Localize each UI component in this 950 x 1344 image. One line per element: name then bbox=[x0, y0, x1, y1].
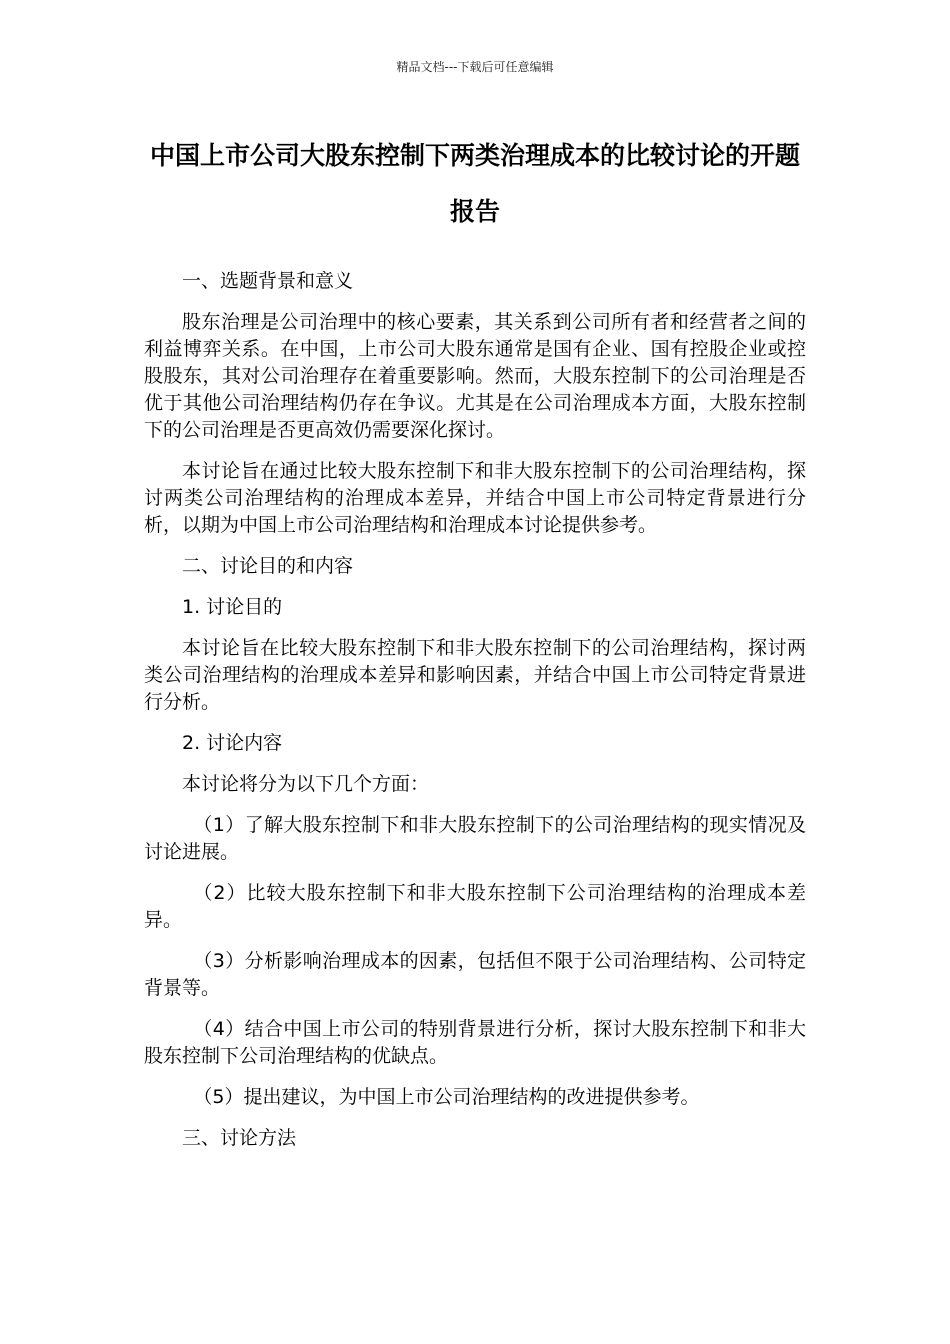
document-body bbox=[144, 268, 806, 1166]
page-header-note: 精品文档---下载后可任意编辑 bbox=[396, 60, 554, 74]
list-item: （1）了解大股东控制下和非大股东控制下的公司治理结构的现实情况及讨论进展。 bbox=[144, 814, 806, 863]
list-item: （5）提出建议，为中国上市公司治理结构的改进提供参考。 bbox=[193, 1086, 700, 1108]
section-heading-purpose-content: 二、讨论目的和内容 bbox=[182, 555, 354, 577]
subheading-content: 2. 讨论内容 bbox=[182, 732, 283, 754]
document-title: 中国上市公司大股东控制下两类治理成本的比较讨论的开题报告 bbox=[149, 141, 800, 226]
paragraph-background-1: 股东治理是公司治理中的核心要素，其关系到公司所有者和经营者之间的利益博弈关系。在中国，上市公司大股东通常是国有企业、国有控股企业或控股股东，其对公司治理存在着重要影响。然而，大股东控制下的公司治理是否优于其他公司治理结构仍存在争议。尤其是在公司治理成本方面，大股东控制下的公司治理是否更高效仍需要深化探讨。 bbox=[144, 311, 806, 441]
section-heading-background: 一、选题背景和意义 bbox=[182, 270, 354, 292]
subheading-purpose: 1. 讨论目的 bbox=[182, 596, 283, 618]
paragraph-background-2: 本讨论旨在通过比较大股东控制下和非大股东控制下的公司治理结构，探讨两类公司治理结构的治理成本差异，并结合中国上市公司特定背景进行分析，以期为中国上市公司治理结构和治理成本讨论提供参考。 bbox=[144, 460, 806, 536]
list-item: （4）结合中国上市公司的特别背景进行分析，探讨大股东控制下和非大股东控制下公司治理结构的优缺点。 bbox=[144, 1018, 806, 1067]
paragraph-purpose: 本讨论旨在比较大股东控制下和非大股东控制下的公司治理结构，探讨两类公司治理结构的治理成本差异和影响因素，并结合中国上市公司特定背景进行分析。 bbox=[144, 637, 806, 713]
section-heading-method: 三、讨论方法 bbox=[182, 1127, 297, 1149]
list-item: （2）比较大股东控制下和非大股东控制下公司治理结构的治理成本差异。 bbox=[144, 882, 806, 931]
list-item: （3）分析影响治理成本的因素，包括但不限于公司治理结构、公司特定背景等。 bbox=[144, 950, 806, 999]
paragraph-content-intro: 本讨论将分为以下几个方面： bbox=[182, 773, 430, 795]
